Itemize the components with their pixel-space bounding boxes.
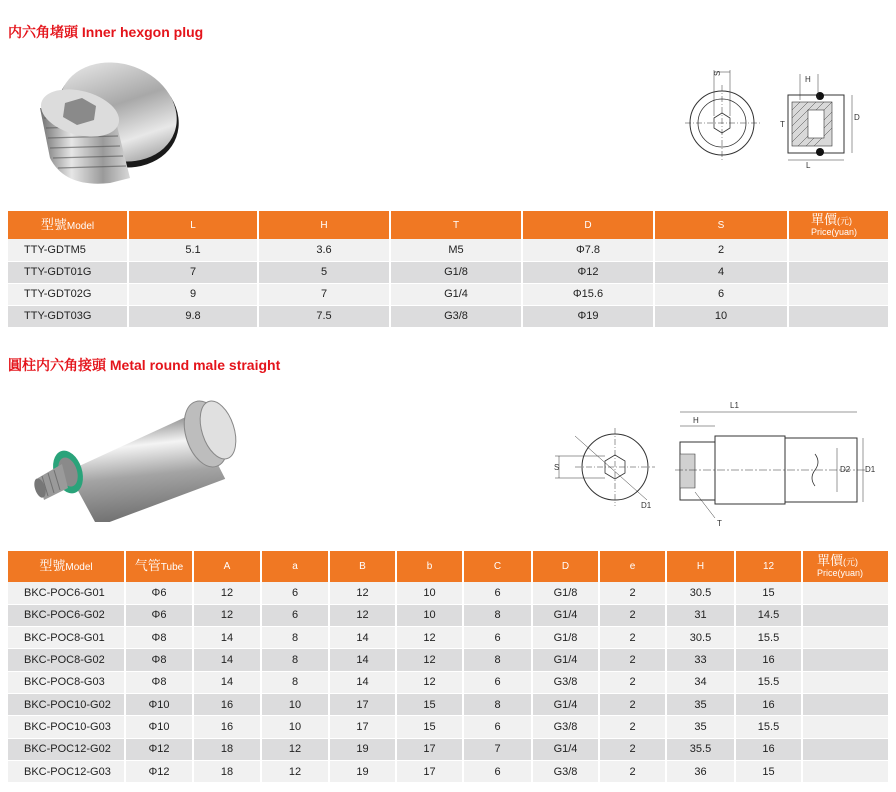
table-cell: 2 [599, 627, 666, 649]
model-cell: BKC-POC12-G03 [8, 760, 125, 782]
column-header-d: D [522, 211, 654, 239]
table-cell: 14.5 [735, 604, 802, 626]
table-cell: 2 [599, 738, 666, 760]
table-cell: 7 [128, 261, 258, 283]
table-header-row [8, 551, 888, 582]
table-cell: 10 [396, 582, 463, 604]
model-cell: TTY-GDT02G [8, 283, 128, 305]
table-cell: 15 [735, 582, 802, 604]
table-cell: G1/4 [532, 649, 599, 671]
table-cell: 12 [193, 604, 261, 626]
table-cell: 12 [396, 627, 463, 649]
table-cell [788, 305, 888, 327]
column-header-price: 單價(元) Price(yuan) [802, 551, 888, 582]
drawing2-label-l1: L1 [730, 401, 739, 410]
table-cell: 6 [261, 582, 329, 604]
table-cell: 8 [261, 671, 329, 693]
table-cell: Φ8 [125, 627, 193, 649]
table-cell: 12 [329, 582, 396, 604]
model-cell: TTY-GDTM5 [8, 239, 128, 261]
table-cell: 8 [261, 627, 329, 649]
column-header-tube: 气管Tube [125, 551, 193, 582]
table-cell: G1/4 [532, 693, 599, 715]
model-cell: TTY-GDT03G [8, 305, 128, 327]
model-cell: BKC-POC6-G02 [8, 604, 125, 626]
table-cell: G3/8 [390, 305, 522, 327]
model-cell: BKC-POC8-G02 [8, 649, 125, 671]
hex-plug-photo [20, 48, 200, 198]
table-cell [802, 693, 888, 715]
table-cell: Φ6 [125, 582, 193, 604]
table-cell: 7 [258, 283, 390, 305]
table-cell: 16 [735, 649, 802, 671]
table-cell: 6 [261, 604, 329, 626]
table-cell: 15 [396, 716, 463, 738]
drawing-label-s: S [713, 70, 722, 76]
column-header-model: 型號Model [8, 551, 125, 582]
table-header-row [8, 211, 888, 239]
drawing-label-d: D [854, 113, 860, 122]
table-cell [802, 671, 888, 693]
table-row [8, 239, 888, 261]
drawing2-label-d2: D2 [840, 465, 851, 474]
table-cell: G3/8 [532, 671, 599, 693]
table-cell: 34 [666, 671, 735, 693]
table-cell: 14 [193, 671, 261, 693]
drawing-label-l: L [806, 161, 811, 170]
table-cell: 14 [329, 671, 396, 693]
drawing2-label-s: S [554, 463, 560, 472]
table-cell: 17 [329, 716, 396, 738]
table-cell: 15 [396, 693, 463, 715]
table-cell: G3/8 [532, 716, 599, 738]
table-row [8, 283, 888, 305]
round-male-straight-drawing [545, 392, 880, 532]
table-cell: Φ12 [125, 738, 193, 760]
table-cell: 12 [193, 582, 261, 604]
table-cell: 12 [396, 649, 463, 671]
table-row [8, 671, 888, 693]
column-header-b-upper: B [329, 551, 396, 582]
table-cell: 2 [599, 582, 666, 604]
table-cell: G1/4 [532, 604, 599, 626]
table-cell: 14 [329, 649, 396, 671]
table-cell: 12 [261, 760, 329, 782]
table-row [8, 261, 888, 283]
table-cell [802, 582, 888, 604]
table-cell: 31 [666, 604, 735, 626]
table-cell: 16 [193, 693, 261, 715]
table-cell: 7 [463, 738, 532, 760]
model-cell: BKC-POC6-G01 [8, 582, 125, 604]
table-cell: Φ12 [522, 261, 654, 283]
table-cell [788, 239, 888, 261]
table-cell: Φ10 [125, 693, 193, 715]
table-cell: 10 [396, 604, 463, 626]
drawing2-label-d1: D1 [865, 465, 876, 474]
table-cell: 2 [599, 671, 666, 693]
table-cell: 33 [666, 649, 735, 671]
table-cell: 35.5 [666, 738, 735, 760]
table-cell: 5.1 [128, 239, 258, 261]
table-cell: 10 [261, 716, 329, 738]
table-cell [802, 738, 888, 760]
column-header-c: C [463, 551, 532, 582]
table-cell: 15.5 [735, 627, 802, 649]
table-cell: G3/8 [532, 760, 599, 782]
column-header-e: e [599, 551, 666, 582]
table-cell: G1/4 [532, 738, 599, 760]
table-cell: Φ6 [125, 604, 193, 626]
table-cell: 15.5 [735, 716, 802, 738]
table-cell: 17 [329, 693, 396, 715]
table-cell: 19 [329, 738, 396, 760]
table-cell: 19 [329, 760, 396, 782]
hex-plug-drawing [680, 60, 880, 170]
table-row [8, 649, 888, 671]
column-header-12: 12 [735, 551, 802, 582]
table-cell: 6 [463, 627, 532, 649]
table-cell [788, 261, 888, 283]
table-cell: 6 [463, 582, 532, 604]
table-cell: 8 [261, 649, 329, 671]
table-cell: 2 [599, 760, 666, 782]
column-header-s: S [654, 211, 788, 239]
section-title-inner-hex-plug: 内六角堵頭 Inner hexgon plug [8, 24, 204, 40]
table-cell: 6 [463, 671, 532, 693]
table-cell: Φ8 [125, 671, 193, 693]
table-cell: 18 [193, 738, 261, 760]
table-row [8, 716, 888, 738]
table-cell: 10 [261, 693, 329, 715]
table-cell: Φ10 [125, 716, 193, 738]
column-header-model: 型號Model [8, 211, 128, 239]
column-header-b-lower: b [396, 551, 463, 582]
table-cell: 16 [735, 693, 802, 715]
table-cell: G1/8 [532, 627, 599, 649]
table-cell: 9 [128, 283, 258, 305]
table-cell [802, 627, 888, 649]
table-cell: 18 [193, 760, 261, 782]
table-cell: 14 [193, 649, 261, 671]
table-row [8, 305, 888, 327]
model-cell: BKC-POC8-G01 [8, 627, 125, 649]
column-header-a-upper: A [193, 551, 261, 582]
table-cell: Φ15.6 [522, 283, 654, 305]
model-cell: TTY-GDT01G [8, 261, 128, 283]
table-row [8, 693, 888, 715]
round-male-straight-photo [28, 392, 248, 522]
table-row [8, 760, 888, 782]
table-row [8, 582, 888, 604]
table-cell: G1/4 [390, 283, 522, 305]
table-cell: 12 [329, 604, 396, 626]
table-cell: 15.5 [735, 671, 802, 693]
table-cell: 16 [735, 738, 802, 760]
drawing2-label-h: H [693, 416, 699, 425]
column-header-h: H [666, 551, 735, 582]
table-cell: 35 [666, 693, 735, 715]
table-cell: 7.5 [258, 305, 390, 327]
table-cell: 30.5 [666, 627, 735, 649]
hex-plug-spec-table [8, 211, 888, 328]
table-cell: 10 [654, 305, 788, 327]
model-cell: BKC-POC10-G02 [8, 693, 125, 715]
table-cell [802, 649, 888, 671]
model-cell: BKC-POC10-G03 [8, 716, 125, 738]
table-cell: 6 [463, 716, 532, 738]
round-male-spec-table [8, 551, 888, 783]
column-header-t: T [390, 211, 522, 239]
table-cell: Φ7.8 [522, 239, 654, 261]
table-cell: 2 [599, 604, 666, 626]
model-cell: BKC-POC8-G03 [8, 671, 125, 693]
table-cell [788, 283, 888, 305]
table-cell: 35 [666, 716, 735, 738]
drawing2-label-t: T [717, 519, 722, 528]
model-cell: BKC-POC12-G02 [8, 738, 125, 760]
column-header-price: 單價(元) Price(yuan) [788, 211, 888, 239]
table-row [8, 604, 888, 626]
table-cell: 4 [654, 261, 788, 283]
table-cell [802, 604, 888, 626]
table-cell: 5 [258, 261, 390, 283]
table-cell [802, 760, 888, 782]
table-cell: 2 [599, 693, 666, 715]
table-cell: Φ19 [522, 305, 654, 327]
table-cell: 15 [735, 760, 802, 782]
column-header-a-lower: a [261, 551, 329, 582]
table-cell: 2 [599, 716, 666, 738]
table-cell: G1/8 [532, 582, 599, 604]
table-cell: 30.5 [666, 582, 735, 604]
drawing-label-t: T [780, 120, 785, 129]
drawing-label-h: H [805, 75, 811, 84]
table-cell: 8 [463, 649, 532, 671]
column-header-d: D [532, 551, 599, 582]
section-title-metal-round-male: 圓柱内六角接頭 Metal round male straight [8, 357, 281, 373]
table-cell: 14 [329, 627, 396, 649]
table-cell: Φ8 [125, 649, 193, 671]
table-cell: 12 [396, 671, 463, 693]
table-cell: 17 [396, 738, 463, 760]
table-row [8, 627, 888, 649]
table-row [8, 738, 888, 760]
table-cell: 8 [463, 604, 532, 626]
table-cell: 14 [193, 627, 261, 649]
column-header-l: L [128, 211, 258, 239]
table-cell: 17 [396, 760, 463, 782]
table-cell: Φ12 [125, 760, 193, 782]
table-cell: 2 [599, 649, 666, 671]
table-cell [802, 716, 888, 738]
table-cell: 3.6 [258, 239, 390, 261]
table-cell: G1/8 [390, 261, 522, 283]
table-cell: 12 [261, 738, 329, 760]
table-cell: 6 [654, 283, 788, 305]
table-cell: 8 [463, 693, 532, 715]
table-cell: 16 [193, 716, 261, 738]
drawing2-label-d1-left: D1 [641, 501, 652, 510]
table-cell: M5 [390, 239, 522, 261]
table-cell: 9.8 [128, 305, 258, 327]
table-cell: 36 [666, 760, 735, 782]
column-header-h: H [258, 211, 390, 239]
table-cell: 6 [463, 760, 532, 782]
table-cell: 2 [654, 239, 788, 261]
